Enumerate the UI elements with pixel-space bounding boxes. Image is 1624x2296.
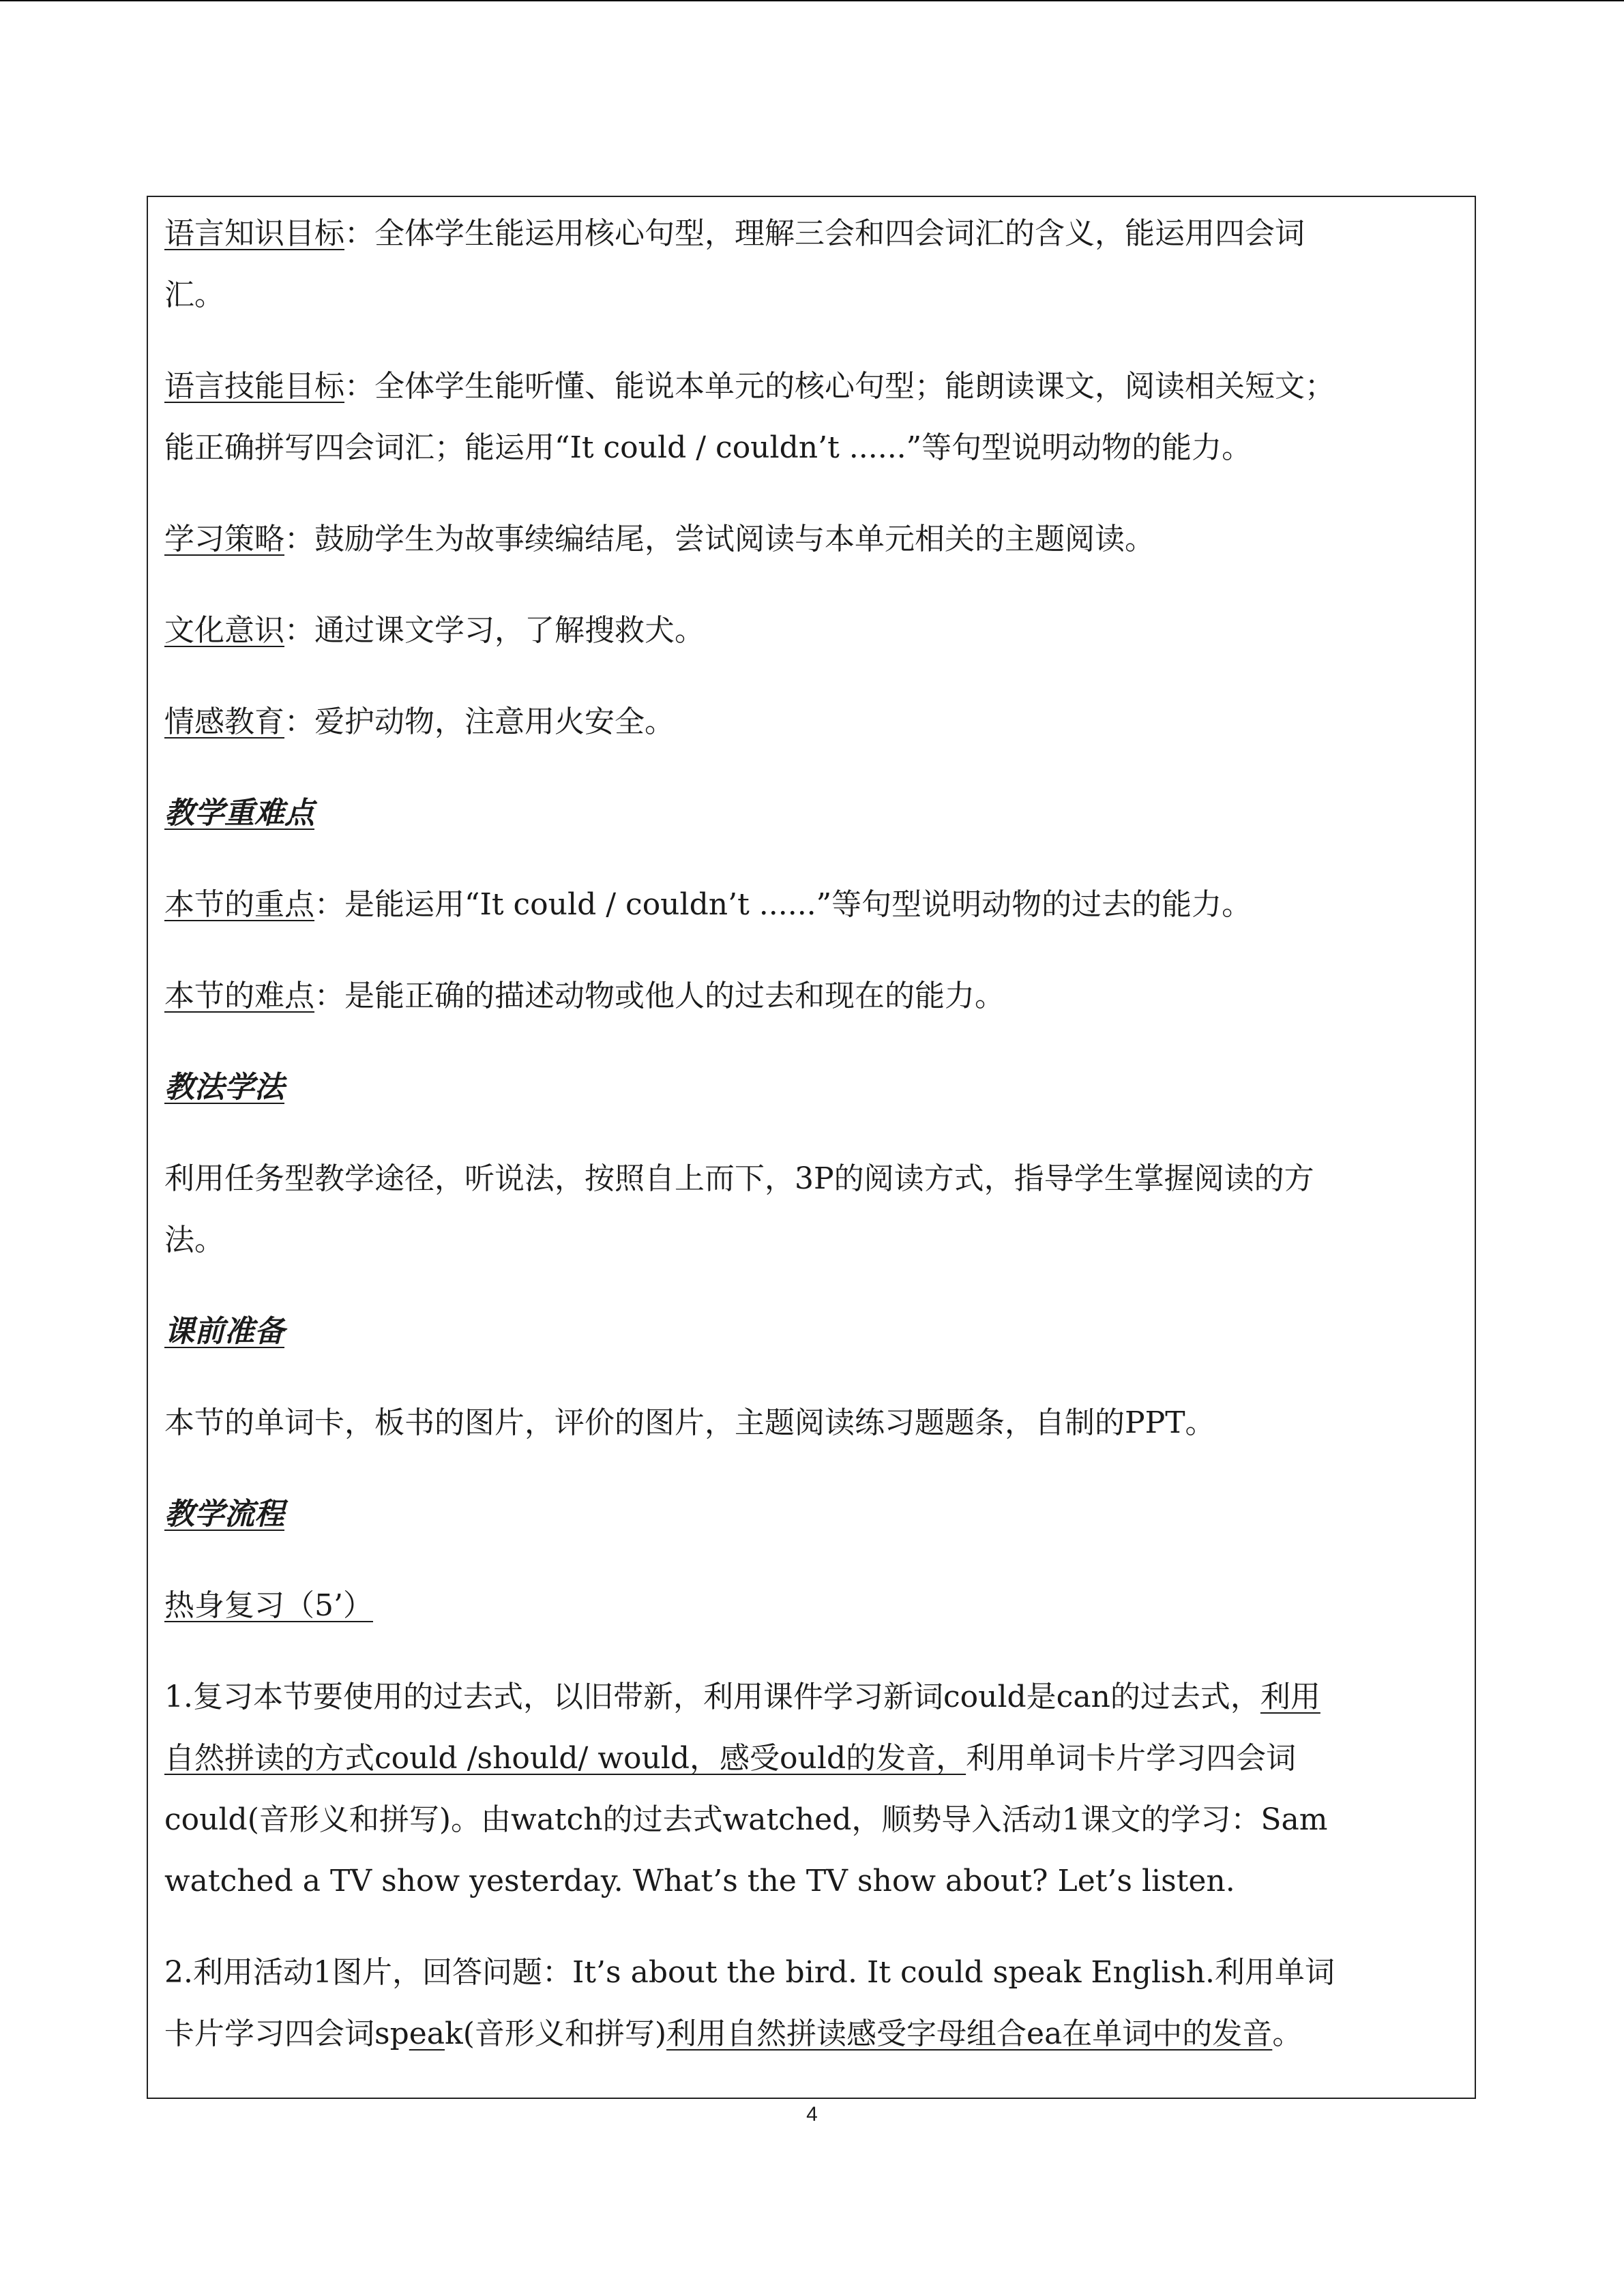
- cultural-awareness: 文化意识：通过课文学习，了解搜救犬。: [164, 613, 705, 648]
- heading-procedure: 教学流程: [164, 1497, 284, 1532]
- label-difficult-point: 本节的难点: [164, 979, 314, 1013]
- label-emotion: 情感教育: [164, 704, 284, 739]
- label-knowledge: 语言知识目标: [164, 216, 344, 251]
- objective-skill-cont: 能正确拼写四会词汇；能运用“It could / couldn’t ......”等句型说明动物的能力。: [164, 430, 1252, 465]
- objective-skill: 语言技能目标：全体学生能听懂、能说本单元的核心句型；能朗读课文，阅读相关短文；: [164, 369, 1335, 404]
- emotional-education: 情感教育：爱护动物，注意用火安全。: [164, 704, 675, 739]
- objective-knowledge-cont: 汇。: [164, 278, 224, 312]
- key-point: 本节的重点：是能运用“It could / couldn’t ......”等句型说明动物的过去的能力。: [164, 887, 1252, 922]
- difficult-point: 本节的难点：是能正确的描述动物或他人的过去和现在的能力。: [164, 979, 1005, 1013]
- page-number: 4: [806, 2103, 818, 2126]
- methods-text: 利用任务型教学途径，听说法，按照自上而下，3P的阅读方式，指导学生掌握阅读的方: [164, 1161, 1314, 1196]
- learning-strategy: 学习策略：鼓励学生为故事续编结尾，尝试阅读与本单元相关的主题阅读。: [164, 522, 1155, 556]
- label-culture: 文化意识: [164, 613, 284, 648]
- label-key-point: 本节的重点: [164, 887, 314, 922]
- methods-text-cont: 法。: [164, 1223, 224, 1257]
- top-rule: [0, 0, 1624, 1]
- label-skill: 语言技能目标: [164, 369, 344, 404]
- heading-key-points: 教学重难点: [164, 796, 314, 831]
- objective-knowledge: 语言知识目标：全体学生能运用核心句型，理解三会和四会词汇的含义，能运用四会词: [164, 216, 1305, 251]
- step-1-line-2: 自然拼读的方式could /should/ would，感受ould的发音，利用单词卡片学习四会词: [164, 1741, 1297, 1776]
- heading-methods: 教法学法: [164, 1070, 284, 1105]
- heading-preparation: 课前准备: [164, 1314, 284, 1349]
- preparation-text: 本节的单词卡，板书的图片，评价的图片，主题阅读练习题题条，自制的PPT。: [164, 1405, 1215, 1440]
- warmup-heading: 热身复习（5’）: [164, 1588, 373, 1623]
- content-frame: [147, 196, 1476, 2099]
- step-2-line-2: 卡片学习四会词speak(音形义和拼写)利用自然拼读感受字母组合ea在单词中的发音。: [164, 2016, 1303, 2051]
- step-1-line-1: 1.复习本节要使用的过去式，以旧带新，利用课件学习新词could是can的过去式，利用: [164, 1680, 1320, 1714]
- step-2-line-1: 2.利用活动1图片，回答问题：It’s about the bird. It could speak English.利用单词: [164, 1955, 1335, 1990]
- step-1-line-4: watched a TV show yesterday. What’s the TV show about? Let’s listen.: [164, 1864, 1235, 1898]
- label-strategy: 学习策略: [164, 522, 284, 556]
- step-1-line-3: could(音形义和拼写)。由watch的过去式watched，顺势导入活动1课文的学习：Sam: [164, 1802, 1328, 1837]
